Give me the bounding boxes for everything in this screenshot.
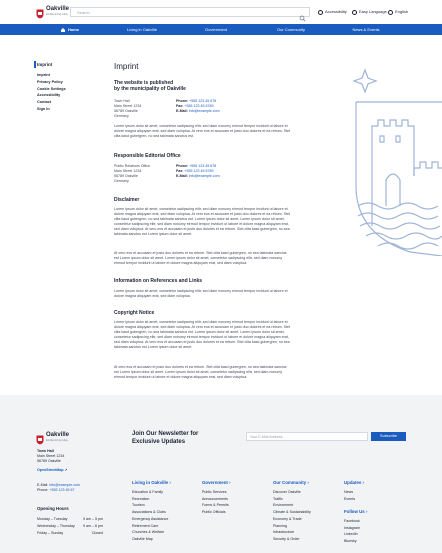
- footer-phone-link[interactable]: +555 123 45 67: [49, 488, 75, 492]
- footer-link[interactable]: Announcements: [202, 496, 228, 501]
- nav-home-label: Home: [67, 27, 80, 32]
- footer-col-updates-heading[interactable]: Updates ›: [344, 480, 365, 485]
- footer-brand-name[interactable]: Oakville: [46, 432, 70, 438]
- accessibility-button[interactable]: [318, 9, 347, 15]
- hours-time: Closed: [91, 531, 103, 535]
- email-label: E-Mail:: [176, 109, 188, 113]
- footer-link[interactable]: Planning: [273, 523, 287, 528]
- email-link[interactable]: info@example.com: [188, 174, 220, 178]
- newsletter-email-placeholder: Your E-Mail Address: [250, 435, 283, 439]
- footer-address-line: 56789 Oakville: [37, 459, 61, 463]
- hours-row: [37, 531, 103, 536]
- footer-link[interactable]: Forms & Permits: [202, 503, 229, 508]
- publisher-heading-line2: by the municipality of Oakville: [114, 86, 186, 92]
- footer-link[interactable]: Economy & Trade: [273, 516, 302, 521]
- language-button[interactable]: [388, 9, 408, 15]
- nav-news-events[interactable]: News & Events: [352, 27, 380, 32]
- footer-link[interactable]: Infrastructure: [273, 530, 295, 535]
- footer-address-line: Main Street 1234: [37, 454, 65, 458]
- footer-col-community-heading[interactable]: Our Community ›: [273, 480, 309, 485]
- hours-days: Monday – Tuesday: [37, 517, 68, 521]
- nav-living-in-oakville[interactable]: Living in Oakville: [126, 27, 157, 32]
- phone-link[interactable]: +555 123 45 678: [189, 164, 217, 168]
- address-line: Town Hall: [114, 99, 130, 103]
- address-line: Main Street 1234: [114, 104, 142, 108]
- oakville-logo-icon[interactable]: [36, 6, 44, 16]
- nav-our-community[interactable]: Our Community: [276, 27, 305, 32]
- sidebar-item-cookie-settings[interactable]: Cookie Settings: [37, 86, 66, 91]
- copyright-paragraph-2: At vero eos et accusam et justo duo dolores et ea rebum. Stet clita kasd gubergren, no sea takimata sanctus est Lorem ipsum dolor sit amet. Lorem ipsum dolor sit amet, consetetur sadipscing elitr, sed diam nonumy eirmod tempor invidunt ut labore et dolore magna aliquyam erat, sed diam voluptua.: [114, 365, 287, 379]
- easy-language-button[interactable]: [352, 9, 387, 15]
- footer-email-link[interactable]: info@example.com: [49, 483, 81, 487]
- disclaimer-paragraph-1: Lorem ipsum dolor sit amet, consetetur sadipscing elitr, sed diam nonumy eirmod tempor invidunt ut labore et dolore magna aliquyam erat, sed diam voluptua. At vero eos et accusam et justo duo dolores et ea rebum. Stet clita kasd gubergren, no sea takimata sanctus est. Lorem ipsum dolor sit amet. Lorem ipsum dolor sit amet, consetetur sadipscing elitr, sed diam nonumy eirmod tempor invidunt ut labore et dolore magna aliquyam erat, sed diam voluptua. At vero eos et accusam et justo duo dolores et ea rebum. Stet clita kasd gubergren, no sea takimata sanctus est Lorem ipsum dolor sit amet.: [114, 207, 290, 236]
- address-line: 56789 Oakville: [114, 109, 138, 113]
- footer-link[interactable]: Retirement Care: [132, 523, 159, 528]
- address-line: Germany: [114, 179, 129, 183]
- social-links-list: [344, 518, 360, 545]
- home-icon: [61, 25, 65, 29]
- footer-col-government-heading[interactable]: Government ›: [202, 480, 231, 485]
- social-link-instagram[interactable]: Instagram: [344, 525, 360, 530]
- footer-link[interactable]: Discover Oakville: [273, 490, 301, 494]
- publisher-heading-line1: The website is published: [114, 80, 174, 86]
- accessibility-label: Accessibility: [325, 9, 347, 14]
- search-placeholder: Search: [77, 10, 90, 15]
- footer-link[interactable]: Public Services: [202, 490, 227, 494]
- footer-link[interactable]: Environment: [273, 503, 294, 508]
- social-link-bluesky[interactable]: Bluesky: [344, 539, 357, 544]
- footer-link[interactable]: Climate & Sustainability: [273, 510, 311, 515]
- nav-government[interactable]: Government: [204, 27, 227, 32]
- language-label: English: [395, 9, 409, 14]
- opening-hours-heading: Opening Hours: [37, 506, 69, 511]
- sidebar-menu: [37, 72, 66, 113]
- footer-link[interactable]: Recreation: [132, 496, 150, 501]
- publisher-address: [114, 99, 141, 119]
- accessibility-icon: [318, 10, 323, 15]
- hours-time: 9 am – 6 pm: [83, 524, 103, 528]
- newsletter-heading: [132, 431, 198, 446]
- footer-col-government-list: [202, 489, 229, 516]
- fax-label: Fax:: [176, 104, 184, 108]
- footer-link[interactable]: Churches & Welfare: [132, 530, 165, 535]
- footer-link[interactable]: Tourism: [132, 503, 145, 508]
- sidebar-item-accessibility[interactable]: Accessibility: [37, 93, 61, 98]
- footer-col-living-heading[interactable]: Living in Oakville ›: [132, 480, 171, 485]
- address-line: Germany: [114, 114, 129, 118]
- footer-link[interactable]: Public Officials: [202, 510, 226, 515]
- main-nav: [0, 24, 442, 35]
- subscribe-button[interactable]: Subscribe: [371, 432, 406, 441]
- email-link[interactable]: info@example.com: [188, 109, 220, 113]
- social-link-facebook[interactable]: Facebook: [344, 519, 360, 523]
- references-heading: Information on References and Links: [114, 278, 203, 284]
- footer-address-title: Town Hall: [37, 449, 54, 453]
- email-label: E-Mail:: [176, 174, 188, 178]
- brand-tagline: Emblemizing today: [46, 12, 68, 16]
- footer-link[interactable]: News: [344, 490, 353, 494]
- address-line: 56789 Oakville: [114, 174, 138, 178]
- nav-home[interactable]: [30, 24, 110, 35]
- footer-link[interactable]: Events: [344, 496, 355, 501]
- publisher-paragraph: Lorem ipsum dolor sit amet, consetetur sadipscing elitr, sed diam nonumy eirmod tempor invidunt ut labore et dolore magna aliquyam erat, sed diam voluptua. At vero eos et accusam et justo duo dolores et ea rebum. Stet clita kasd gubergren, no sea takimata sanctus est.: [114, 124, 290, 138]
- phone-link[interactable]: +555 123 45 678: [189, 99, 217, 103]
- brand-name[interactable]: Oakville: [46, 6, 70, 12]
- sidebar-active-indicator: [34, 61, 36, 68]
- sidebar-item-sign-in[interactable]: Sign In: [37, 106, 50, 111]
- easy-language-label: Easy Language: [359, 9, 387, 14]
- page-title: Imprint: [114, 62, 139, 71]
- search-input[interactable]: [70, 7, 310, 17]
- footer-brand-tagline: Emblemizing today: [46, 438, 68, 442]
- globe-icon: [388, 10, 393, 15]
- copyright-paragraph-1: Lorem ipsum dolor sit amet, consetetur sadipscing elitr, sed diam nonumy eirmod tempor invidunt ut labore et dolore magna aliquyam erat, sed diam voluptua. At vero eos et accusam et justo duo dolores et ea rebum. Stet clita kasd gubergren, no sea takimata sanctus est. Lorem ipsum dolor sit amet. Lorem ipsum dolor sit amet, consetetur sadipscing elitr, sed diam nonumy eirmod tempor invidunt ut labore et dolore magna aliquyam erat, sed diam voluptua. At vero eos et accusam et justo duo dolores et ea rebum. Stet clita kasd gubergren, no sea takimata sanctus est Lorem ipsum dolor sit amet.: [114, 320, 290, 349]
- sidebar-item-contact[interactable]: Contact: [37, 100, 52, 105]
- newsletter-heading-line2: Exclusive Updates: [132, 438, 186, 445]
- hours-days: Friday – Sunday: [37, 531, 64, 535]
- disclaimer-heading: Disclaimer: [114, 197, 140, 203]
- castle-emblem-illustration: [350, 56, 442, 256]
- address-line: Public Relations Office: [114, 164, 151, 168]
- footer-col-updates-list: [344, 489, 355, 502]
- editorial-address: [114, 164, 150, 184]
- fax-link[interactable]: +555 123 45 6789: [184, 104, 214, 108]
- footer-col-community-list: [273, 489, 311, 543]
- openstreetmap-link[interactable]: OpenStreetMap ↗: [37, 468, 68, 472]
- references-paragraph: Lorem ipsum dolor sit amet, consetetur sadipscing elitr, sed diam nonumy eirmod tempor invidunt ut labore et dolore magna aliquyam erat, sed diam voluptua.: [114, 289, 288, 298]
- site-header: [0, 0, 442, 24]
- copyright-heading: Copyright Notice: [114, 310, 155, 316]
- footer-email-label: E-Mail:: [37, 483, 49, 487]
- publisher-contact: [176, 99, 220, 114]
- address-line: Main Street 1234: [114, 169, 142, 173]
- easy-language-icon: [352, 10, 357, 15]
- hours-row: [37, 524, 103, 529]
- site-footer: [0, 395, 442, 553]
- newsletter-heading-line1: Join Our Newsletter for: [132, 431, 199, 437]
- sidebar-item-imprint[interactable]: Imprint: [37, 73, 50, 77]
- social-link-linkedin[interactable]: LinkedIn: [344, 532, 358, 537]
- footer-phone-label: Phone:: [37, 488, 49, 492]
- sidebar-item-privacy-policy[interactable]: Privacy Policy: [37, 79, 63, 84]
- footer-link[interactable]: Security & Order: [273, 536, 300, 541]
- fax-link[interactable]: +555 123 45 6789: [184, 169, 214, 173]
- disclaimer-paragraph-2: At vero eos et accusam et justo duo dolores et ea rebum. Stet clita kasd gubergren, no sea takimata sanctus est Lorem ipsum dolor sit amet. Lorem ipsum dolor sit amet, consetetur sadipscing elitr, sed diam nonumy eirmod tempor invidunt ut labore et dolore magna aliquyam erat, sed diam voluptua.: [114, 251, 287, 265]
- editorial-heading: Responsible Editorial Office: [114, 153, 181, 159]
- footer-link[interactable]: Associations & Clubs: [132, 510, 166, 515]
- fax-label: Fax:: [176, 169, 184, 173]
- hours-days: Wednesday – Thursday: [37, 524, 75, 528]
- footer-link[interactable]: Emergency Assistance: [132, 516, 169, 521]
- footer-logo-icon[interactable]: [36, 432, 44, 442]
- footer-link[interactable]: Education & Family: [132, 490, 163, 494]
- hours-row: [37, 517, 103, 522]
- follow-us-heading[interactable]: Follow Us ›: [344, 509, 368, 514]
- footer-link[interactable]: Oakville Map: [132, 536, 153, 541]
- newsletter-email-input[interactable]: [246, 432, 368, 441]
- hours-time: 9 am – 5 pm: [83, 517, 103, 521]
- search-icon[interactable]: [299, 9, 306, 16]
- editorial-contact: [176, 164, 220, 179]
- phone-label: Phone:: [176, 164, 189, 168]
- footer-col-living-list: [132, 489, 168, 543]
- sidebar-title: Imprint: [37, 62, 53, 67]
- phone-label: Phone:: [176, 99, 189, 103]
- footer-link[interactable]: Traffic: [273, 496, 283, 501]
